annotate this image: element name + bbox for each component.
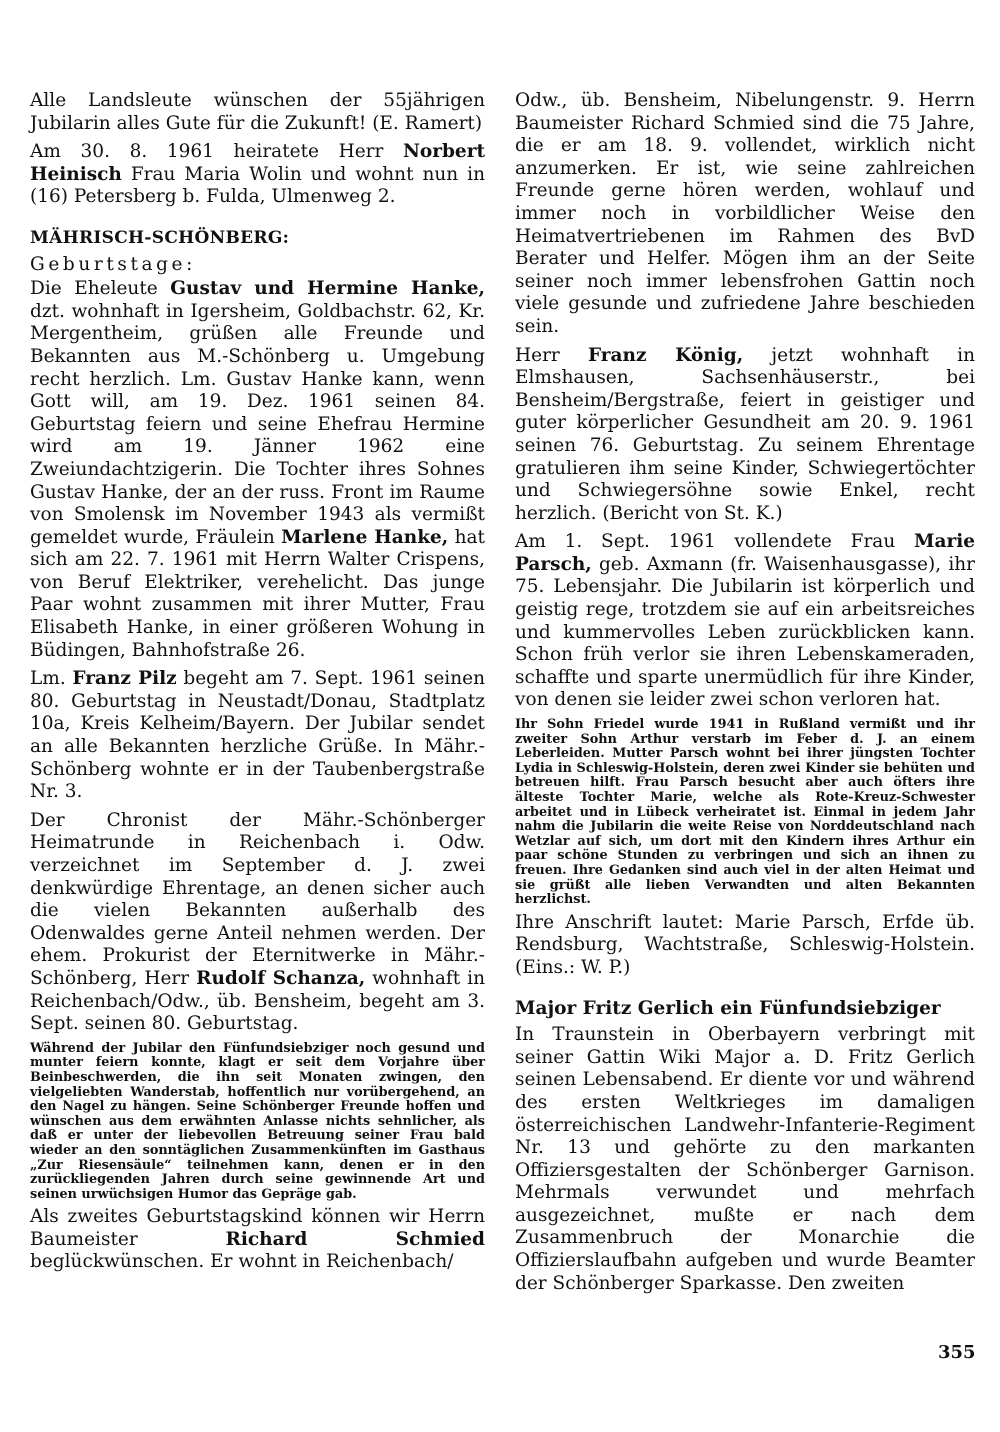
subheading-geburtstage: Geburtstage: — [30, 253, 196, 275]
small-print-parsch: Ihr Sohn Friedel wurde 1941 in Rußland vermißt und ihr zweiter Sohn Arthur verstarb im Feber d. J. an einem Leberleiden. Mutter Parsch wohnt bei ihrer jüngsten Tochter Lydia in Schleswig-Holstein, deren zwei Kinder sie behüten und betreuen hilft. Frau Parsch besucht aber auch öfters ihre älteste Tochter Marie, welche als Rote-Kreuz-Schwester arbeitet und in Lübeck verheiratet ist. Einmal in jedem Jahr nahm die Jubilarin die weite Reise von Norddeutschland nach Wetzlar auf sich, um dort mit den Kindern ihres Arthur ein paar schöne Stunden zu verbringen und sich an ihnen zu freuen. Ihre Gedanken sind auch viel in der alten Heimat und sie grüßt alle lieben Verwandten und alten Bekannten herzlichst. — [515, 717, 975, 908]
right-column — [515, 90, 975, 1301]
paragraph-gerlich: In Traunstein in Oberbayern verbringt mit seiner Gattin Wiki Major a. D. Fritz Gerlich seinen Lebensabend. Er diente vor und während des ersten Weltkrieges im damaligen österreichischen Landwehr-Infanterie-Regiment Nr. 13 und gehörte zu den markanten Offiziersgestalten der Schönberger Garnison. Mehrmals verwundet und mehrfach ausgezeichnet, mußte er nach dem Zusammenbruch der Monarchie die Offizierslaufbahn aufgeben und wurde Beamter der Schönberger Sparkasse. Den zweiten — [515, 1024, 975, 1294]
paragraph-koenig: Herr Franz König, jetzt wohnhaft in Elmshausen, Sachsenhäuserstr., bei Bensheim/Bergstraße, feiert in geistiger und guter körperlicher Gesundheit am 20. 9. 1961 seinen 76. Geburtstag. Zu seinem Ehrentage gratulieren ihm seine Kinder, Schwiegertöchter und Schwiegersöhne sowie Enkel, recht herzlich. (Bericht von St. K.) — [515, 344, 975, 524]
section-heading-maehrisch-schoenberg: MÄHRISCH-SCHÖNBERG: — [30, 227, 290, 248]
name-rudolf-schanza: Rudolf Schanza, — [196, 967, 366, 989]
small-print-schanza: Während der Jubilar den Fünfundsiebziger noch gesund und munter feiern konnte, klagt er seit dem Vorjahre über Beinbeschwerden, die ihn seit Monaten zwingen, den vielgeliebten Wanderstab, hoffentlich nur vorübergehend, an den Nagel zu hängen. Seine Schönberger Freunde hoffen und wünschen aus dem erwähnten Anlasse nichts sehnlicher, als daß er unter der liebevollen Betreuung seiner Frau bald wieder an den sonntäglichen Zusammenkünften im Gasthaus „Zur Riesensäule“ teilnehmen kann, denen er in den zurückliegenden Jahren durch seine gewinnende Art und seinen urwüchsigen Humor das Gepräge gab. — [30, 1040, 485, 1202]
paragraph-schmied-continued: Odw., üb. Bensheim, Nibelungenstr. 9. Herrn Baumeister Richard Schmied sind die 75 Jahre, die er am 18. 9. vollendet, wirklich nicht anzumerken. Er ist, wie seine zahlreichen Freunde gerne hören werden, wohlauf und immer noch in vorbildlicher Weise den Heimatvertriebenen im Rahmen des BvD Berater und Helfer. Mögen ihm an der Seite seiner noch immer lebensfrohen Gattin noch viele gesunde und zufriedene Jahre beschieden sein. — [515, 90, 975, 337]
paragraph-parsch-address: Ihre Anschrift lautet: Marie Parsch, Erfde üb. Rendsburg, Wachtstraße, Schleswig-Holstein. (Eins.: W. P.) — [515, 911, 975, 978]
page-number: 355 — [938, 1342, 976, 1363]
paragraph-heinisch-wedding: Am 30. 8. 1961 heiratete Herr Norbert Heinisch Frau Maria Wolin und wohnt nun in (16) Petersberg b. Fulda, Ulmenweg 2. — [30, 141, 485, 208]
paragraph-schanza: Der Chronist der Mähr.-Schönberger Heimatrunde in Reichenbach i. Odw. verzeichnet im September d. J. zwei denkwürdige Ehrentage, an denen sicher auch die vielen Bekannten außerhalb des Odenwaldes gerne Anteil nehmen werden. Der ehem. Prokurist der Eternitwerke in Mähr.-Schönberg, Herr Rudolf Schanza, wohnhaft in Reichenbach/Odw., üb. Bensheim, begeht am 3. Sept. seinen 80. Geburtstag. — [30, 809, 485, 1035]
paragraph-schmied: Als zweites Geburtstagskind können wir Herrn Baumeister Richard Schmied beglückwünschen. Er wohnt in Reichenbach/ — [30, 1206, 485, 1273]
article-heading-gerlich: Major Fritz Gerlich ein Fünfundsiebziger — [515, 997, 941, 1019]
name-gustav-hermine-hanke: Gustav und Hermine Hanke, — [170, 278, 485, 300]
name-franz-pilz: Franz Pilz — [72, 668, 177, 690]
paragraph-hanke: Die Eheleute Gustav und Hermine Hanke, dzt. wohnhaft in Igersheim, Goldbachstr. 62, Kr. Mergentheim, grüßen alle Freunde und Bekannten aus M.-Schönberg u. Umgebung recht herzlich. Lm. Gustav Hanke kann, wenn Gott will, am 19. Dez. 1961 seinen 84. Geburtstag feiern und seine Ehefrau Hermine wird am 19. Jänner 1962 eine Zweiundachtzigerin. Die Tochter ihres Sohnes Gustav Hanke, der an der russ. Front im Raume von Smolensk im November 1943 als vermißt gemeldet wurde, Fräulein Marlene Hanke, hat sich am 22. 7. 1961 mit Herrn Walter Crispens, von Beruf Elektriker, verehelicht. Das junge Paar wohnt zusammen mit ihrer Mutter, Frau Elisabeth Hanke, in einer größeren Wohung in Büdingen, Bahnhofstraße 26. — [30, 278, 485, 661]
paragraph-pilz: Lm. Franz Pilz begeht am 7. Sept. 1961 seinen 80. Geburtstag in Neustadt/Donau, Stadtplatz 10a, Kreis Kelheim/Bayern. Der Jubilar sendet an alle Bekannten herzliche Grüße. In Mähr.-Schönberg wohnte er in der Taubenbergstraße Nr. 3. — [30, 668, 486, 803]
paragraph-jubilarin-wishes: Alle Landsleute wünschen der 55jährigen Jubilarin alles Gute für die Zukunft! (E. Ramert) — [30, 90, 485, 134]
left-column — [30, 90, 485, 1280]
name-richard-schmied: Richard Schmied — [225, 1228, 485, 1250]
name-marlene-hanke: Marlene Hanke, — [281, 526, 449, 548]
name-franz-koenig: Franz König, — [588, 344, 744, 366]
name-norbert-heinisch: Norbert Heinisch — [30, 141, 485, 185]
name-marie-parsch: Marie Parsch, — [515, 531, 975, 575]
paragraph-parsch: Am 1. Sept. 1961 vollendete Frau Marie Parsch, geb. Axmann (fr. Waisenhausgasse), ihr 75. Lebensjahr. Die Jubilarin ist körperlich und geistig rege, trotzdem sie auf ein arbeitsreiches und kummervolles Leben zurückblicken kann. Schon früh verlor sie ihren Lebenskameraden, schaffte und sparte unermüdlich für ihre Kinder, von denen sie leider zwei schon verloren hat. — [515, 531, 975, 711]
